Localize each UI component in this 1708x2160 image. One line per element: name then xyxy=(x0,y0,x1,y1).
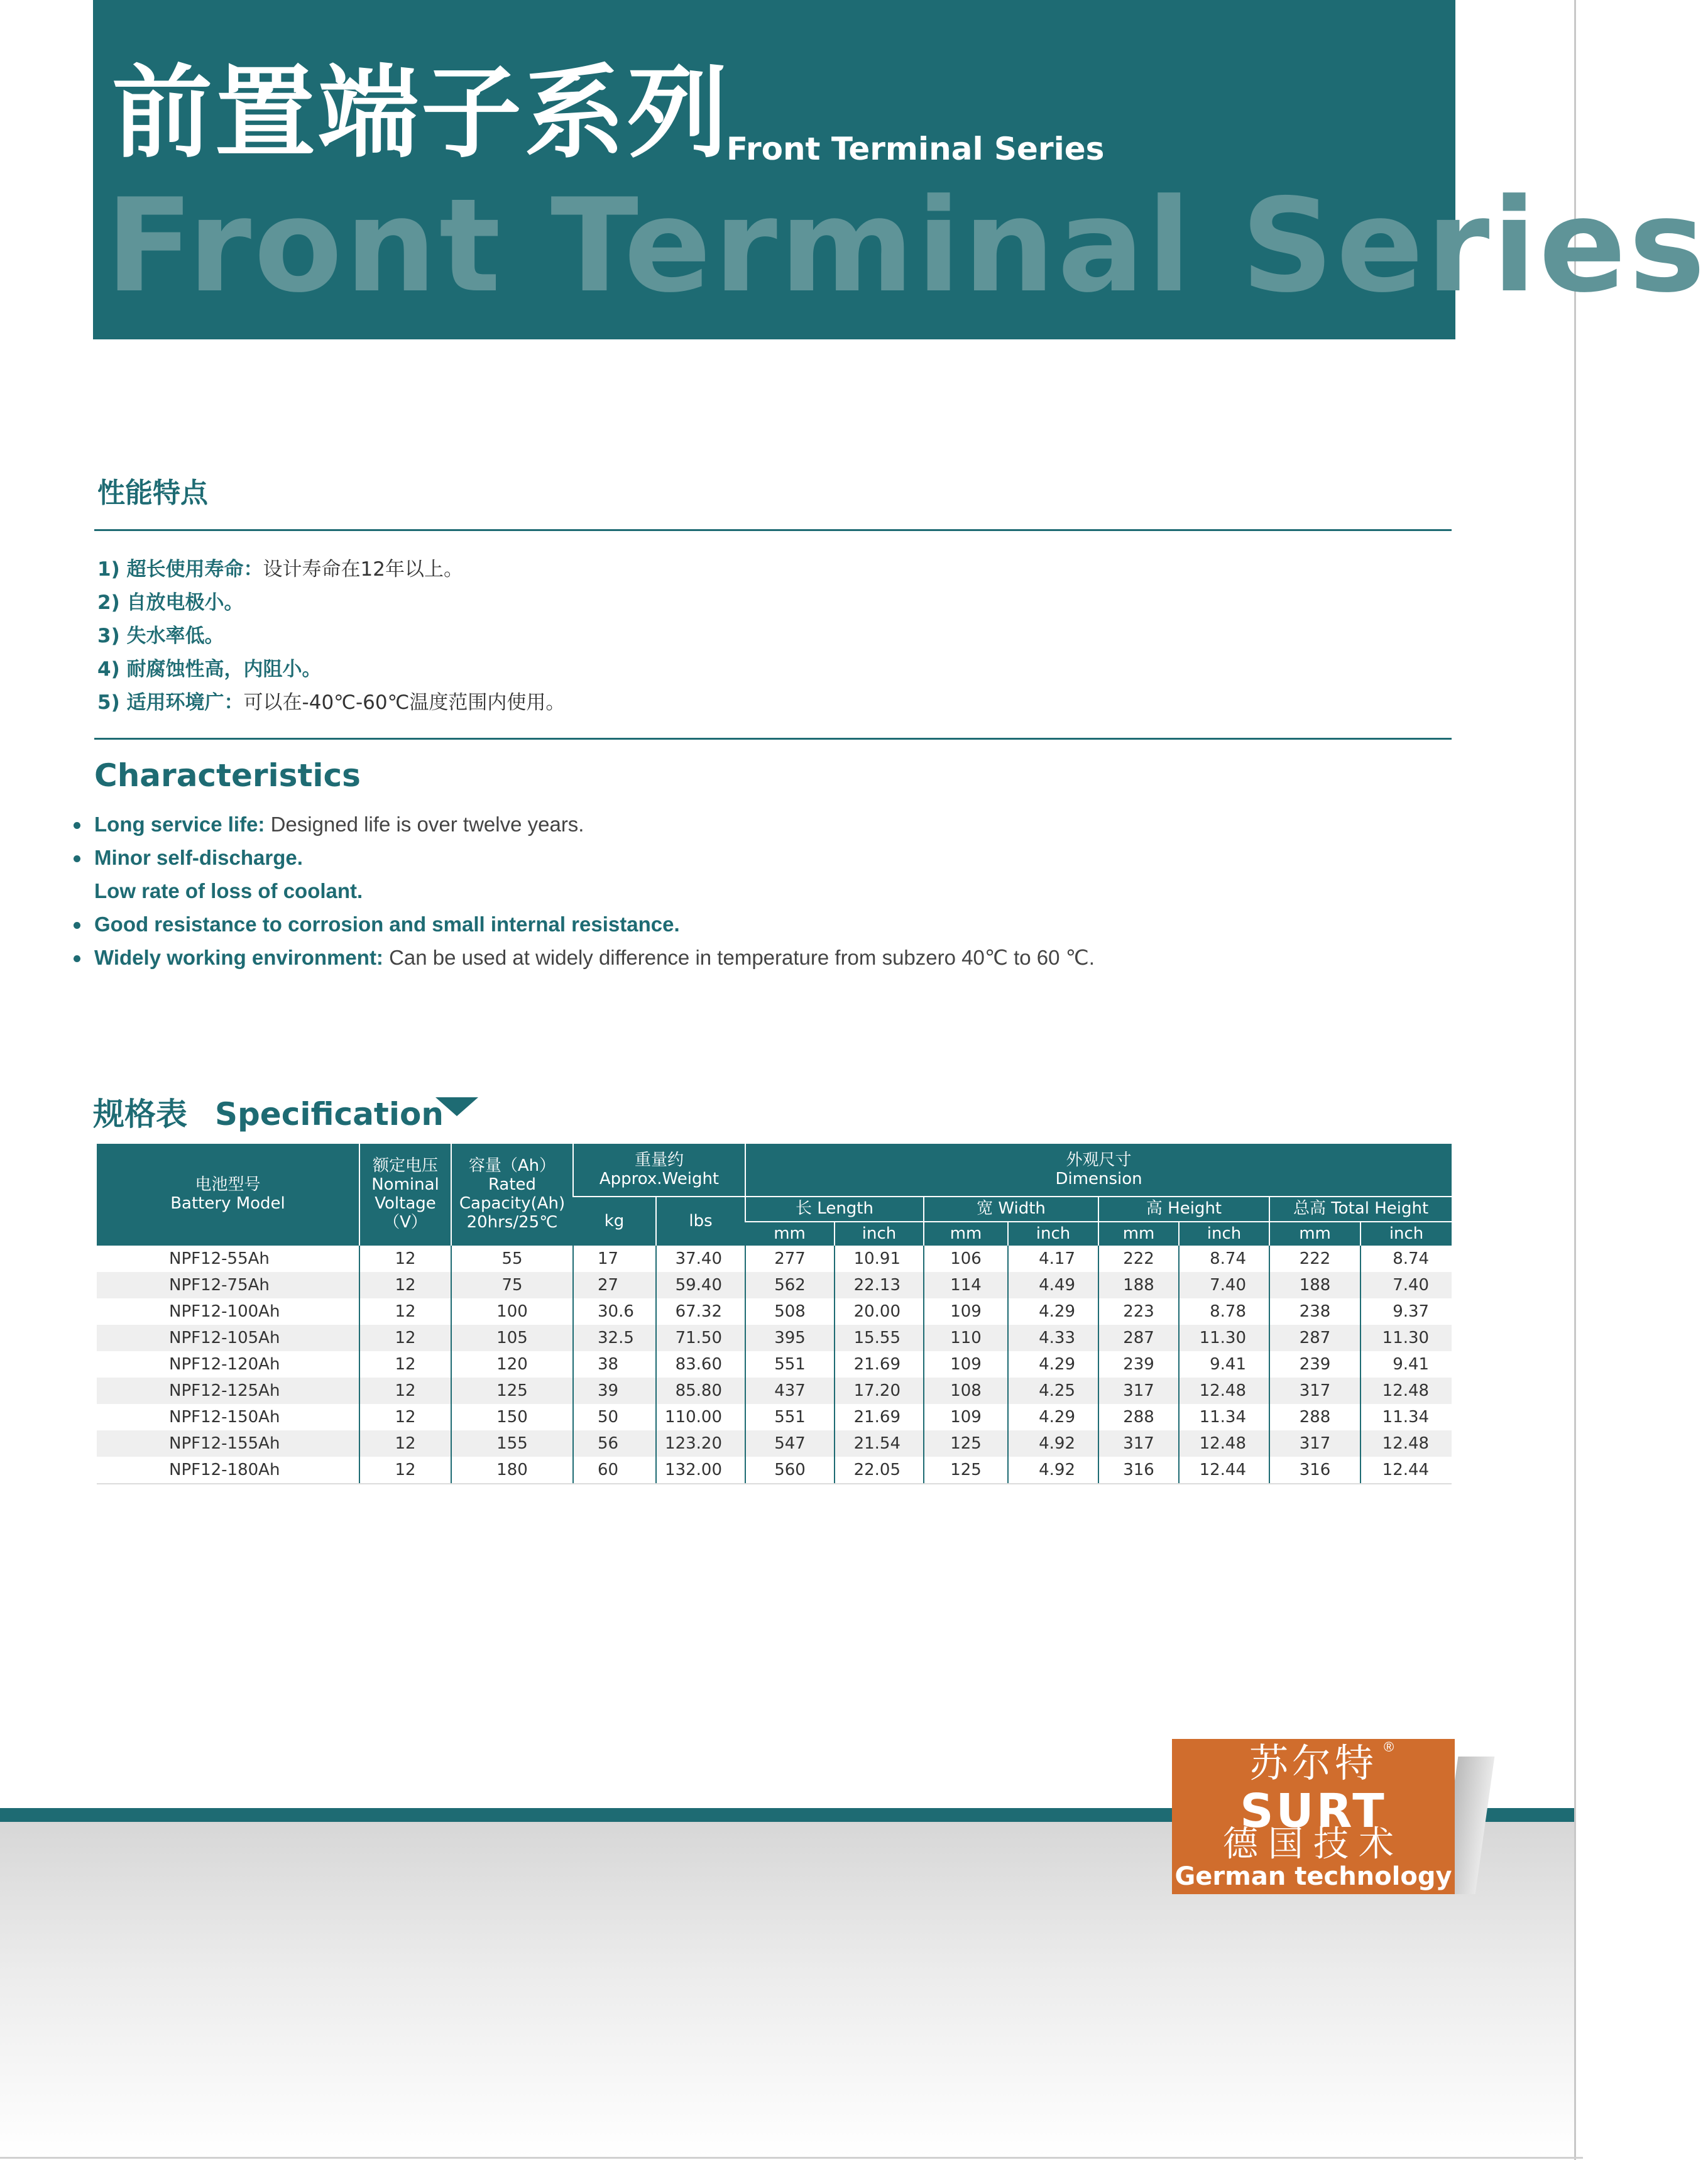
spec-table xyxy=(97,1144,1452,1484)
cell-width-mm: 125 xyxy=(924,1430,1008,1457)
characteristic-label: Low rate of loss of coolant. xyxy=(94,879,363,902)
cell-weight-lbs: 83.60 xyxy=(656,1351,745,1378)
spec-title xyxy=(93,1089,444,1134)
cell-width-mm: 125 xyxy=(924,1457,1008,1484)
header-unit-inch: inch xyxy=(1179,1222,1269,1246)
header-dimension-cn: 外观尺寸 xyxy=(1066,1150,1132,1170)
characteristic-label: Good resistance to corrosion and small internal resistance. xyxy=(94,913,680,936)
cell-weight-kg: 39 xyxy=(573,1378,656,1404)
cell-total-height-mm: 287 xyxy=(1269,1325,1360,1351)
characteristics-title: Characteristics xyxy=(94,757,361,794)
cell-model: NPF12-55Ah xyxy=(169,1249,270,1268)
cell-length-mm: 560 xyxy=(745,1457,835,1484)
cell-model: NPF12-150Ah xyxy=(169,1408,280,1427)
header-unit-mm: mm xyxy=(745,1222,835,1246)
cell-height-mm: 316 xyxy=(1098,1457,1179,1484)
table-row xyxy=(97,1272,1452,1298)
cell-total-height-mm: 316 xyxy=(1269,1457,1360,1484)
header-height: 高 Height xyxy=(1098,1197,1269,1222)
cell-length-inch: 20.00 xyxy=(835,1298,924,1325)
cell-width-inch: 4.17 xyxy=(1008,1246,1098,1272)
characteristic-item xyxy=(72,941,1095,974)
logo-en-name: SURT xyxy=(1240,1784,1387,1838)
cell-height-mm: 288 xyxy=(1098,1404,1179,1430)
cell-length-inch: 17.20 xyxy=(835,1378,924,1404)
feature-cn-key: 3) 失水率低。 xyxy=(97,625,224,647)
cell-total-height-inch: 11.30 xyxy=(1360,1325,1452,1351)
cell-width-inch: 4.29 xyxy=(1008,1351,1098,1378)
cell-width-mm: 106 xyxy=(924,1246,1008,1272)
feature-cn-item xyxy=(97,653,565,686)
cell-height-mm: 317 xyxy=(1098,1430,1179,1457)
cell-weight-kg: 56 xyxy=(573,1430,656,1457)
cell-width-inch: 4.92 xyxy=(1008,1457,1098,1484)
cell-capacity: 125 xyxy=(451,1378,573,1404)
header-capacity-en2: Capacity(Ah) xyxy=(459,1194,566,1213)
feature-cn-key: 5) 适用环境广： xyxy=(97,691,244,714)
cell-length-inch: 10.91 xyxy=(835,1246,924,1272)
features-cn-title: 性能特点 xyxy=(97,477,208,509)
cell-weight-lbs: 67.32 xyxy=(656,1298,745,1325)
header-weight xyxy=(573,1144,745,1197)
cell-weight-kg: 60 xyxy=(573,1457,656,1484)
characteristic-item xyxy=(72,907,1095,941)
header-unit-inch: inch xyxy=(1360,1222,1452,1246)
cell-height-mm: 317 xyxy=(1098,1378,1179,1404)
header-unit-mm: mm xyxy=(924,1222,1008,1246)
header-banner xyxy=(93,0,1708,339)
cell-length-mm: 551 xyxy=(745,1351,835,1378)
cell-weight-lbs: 37.40 xyxy=(656,1246,745,1272)
cell-total-height-inch: 12.48 xyxy=(1360,1430,1452,1457)
cell-total-height-mm: 317 xyxy=(1269,1378,1360,1404)
cell-voltage: 12 xyxy=(359,1351,451,1378)
divider xyxy=(94,738,1452,740)
cell-length-inch: 15.55 xyxy=(835,1325,924,1351)
header-unit-mm: mm xyxy=(1098,1222,1179,1246)
header-unit-mm: mm xyxy=(1269,1222,1360,1246)
cell-height-inch: 8.78 xyxy=(1179,1298,1269,1325)
cell-model: NPF12-75Ah xyxy=(97,1272,359,1298)
cell-weight-lbs: 59.40 xyxy=(656,1272,745,1298)
cell-total-height-mm: 222 xyxy=(1269,1246,1360,1272)
cell-voltage: 12 xyxy=(359,1404,451,1430)
surt-logo xyxy=(1172,1739,1455,1894)
cell-weight-lbs: 132.00 xyxy=(656,1457,745,1484)
characteristics-list xyxy=(72,808,1095,974)
divider xyxy=(94,529,1452,531)
feature-cn-text: 设计寿命在12年以上。 xyxy=(263,558,463,581)
page-bottom-edge xyxy=(0,2157,1583,2159)
cell-model: NPF12-125Ah xyxy=(97,1378,359,1404)
cell-width-mm: 109 xyxy=(924,1351,1008,1378)
characteristic-label: Minor self-discharge. xyxy=(94,846,303,869)
feature-cn-item xyxy=(97,586,565,620)
table-row xyxy=(97,1378,1452,1404)
cell-weight-kg: 30.6 xyxy=(573,1298,656,1325)
cell-height-inch: 11.30 xyxy=(1179,1325,1269,1351)
cell-voltage: 12 xyxy=(359,1325,451,1351)
header-lbs: lbs xyxy=(656,1197,745,1246)
cell-total-height-mm: 238 xyxy=(1269,1298,1360,1325)
header-voltage-en1: Nominal xyxy=(371,1175,439,1195)
cell-height-mm: 287 xyxy=(1098,1325,1179,1351)
characteristic-label: Long service life: xyxy=(94,813,265,836)
cell-length-inch: 21.69 xyxy=(835,1404,924,1430)
cell-model: NPF12-155Ah xyxy=(97,1430,359,1457)
cell-model: NPF12-100Ah xyxy=(169,1302,280,1321)
header-unit-inch: inch xyxy=(835,1222,924,1246)
table-row xyxy=(97,1246,1452,1272)
bullet-icon xyxy=(74,855,80,862)
spec-title-en: Specification xyxy=(215,1096,444,1132)
cell-capacity: 55 xyxy=(451,1246,573,1272)
characteristic-item xyxy=(72,808,1095,841)
cell-capacity: 150 xyxy=(451,1404,573,1430)
header-total-height: 总高 Total Height xyxy=(1269,1197,1452,1222)
cell-total-height-inch: 9.37 xyxy=(1360,1298,1452,1325)
cell-total-height-mm: 317 xyxy=(1269,1430,1360,1457)
cell-length-mm: 277 xyxy=(745,1246,835,1272)
cell-width-mm: 109 xyxy=(924,1298,1008,1325)
cell-length-mm: 437 xyxy=(745,1378,835,1404)
cell-height-mm: 239 xyxy=(1098,1351,1179,1378)
header-unit-inch: inch xyxy=(1008,1222,1098,1246)
cell-length-mm: 508 xyxy=(745,1298,835,1325)
cell-height-mm: 222 xyxy=(1098,1246,1179,1272)
cell-total-height-inch: 9.41 xyxy=(1360,1351,1452,1378)
header-capacity xyxy=(451,1144,573,1246)
cell-total-height-mm: 188 xyxy=(1269,1272,1360,1298)
characteristic-text: Can be used at widely difference in temperature from subzero 40℃ to 60 ℃. xyxy=(383,946,1095,969)
header-length: 长 Length xyxy=(745,1197,924,1222)
characteristic-text: Designed life is over twelve years. xyxy=(265,813,584,836)
header-voltage-en2: Voltage xyxy=(375,1194,436,1213)
cell-capacity: 120 xyxy=(451,1351,573,1378)
cell-length-inch: 22.05 xyxy=(835,1457,924,1484)
feature-cn-key: 2) 自放电极小。 xyxy=(97,591,244,614)
logo-cn-name: 苏尔特 xyxy=(1249,1740,1377,1786)
header-width: 宽 Width xyxy=(924,1197,1098,1222)
characteristic-item xyxy=(72,874,1095,907)
cell-weight-kg: 17 xyxy=(573,1246,656,1272)
cell-height-inch: 9.41 xyxy=(1179,1351,1269,1378)
cell-width-mm: 114 xyxy=(924,1272,1008,1298)
cell-width-inch: 4.33 xyxy=(1008,1325,1098,1351)
cell-model: NPF12-105Ah xyxy=(97,1325,359,1351)
cell-length-mm: 562 xyxy=(745,1272,835,1298)
cell-total-height-inch: 12.48 xyxy=(1360,1378,1452,1404)
header-weight-cn: 重量约 xyxy=(635,1150,684,1170)
header-model xyxy=(97,1144,359,1246)
table-row xyxy=(97,1298,1452,1325)
characteristic-label: Widely working environment: xyxy=(94,946,383,969)
registered-mark-icon: ® xyxy=(1384,1739,1394,1755)
cell-width-mm: 109 xyxy=(924,1404,1008,1430)
cell-length-inch: 22.13 xyxy=(835,1272,924,1298)
cell-height-inch: 12.48 xyxy=(1179,1430,1269,1457)
cell-model: NPF12-180Ah xyxy=(97,1457,359,1484)
cell-total-height-mm: 288 xyxy=(1269,1404,1360,1430)
table-row xyxy=(97,1430,1452,1457)
cell-weight-lbs: 71.50 xyxy=(656,1325,745,1351)
cell-height-inch: 8.74 xyxy=(1179,1246,1269,1272)
cell-model: NPF12-120Ah xyxy=(169,1355,280,1374)
cell-height-inch: 11.34 xyxy=(1179,1404,1269,1430)
cell-height-inch: 12.48 xyxy=(1179,1378,1269,1404)
table-row xyxy=(97,1404,1452,1430)
feature-cn-text: 可以在-40℃-60℃温度范围内使用。 xyxy=(243,691,566,714)
cell-width-inch: 4.29 xyxy=(1008,1404,1098,1430)
header-capacity-cn: 容量（Ah） xyxy=(468,1156,556,1176)
cell-height-mm: 188 xyxy=(1098,1272,1179,1298)
table-row xyxy=(97,1351,1452,1378)
cell-capacity: 155 xyxy=(451,1430,573,1457)
cell-capacity: 180 xyxy=(451,1457,573,1484)
header-title-en: Front Terminal Series xyxy=(726,131,1105,167)
cell-width-inch: 4.49 xyxy=(1008,1272,1098,1298)
cell-voltage: 12 xyxy=(359,1378,451,1404)
table-row xyxy=(97,1325,1452,1351)
cell-voltage: 12 xyxy=(359,1430,451,1457)
cell-height-inch: 7.40 xyxy=(1179,1272,1269,1298)
header-dimension-en: Dimension xyxy=(1055,1169,1142,1188)
feature-cn-key: 4) 耐腐蚀性高，内阻小。 xyxy=(97,658,322,681)
cell-width-inch: 4.25 xyxy=(1008,1378,1098,1404)
cell-length-mm: 551 xyxy=(745,1404,835,1430)
cell-voltage: 12 xyxy=(359,1298,451,1325)
cell-total-height-inch: 8.74 xyxy=(1360,1246,1452,1272)
feature-cn-item xyxy=(97,553,565,586)
cell-total-height-mm: 239 xyxy=(1269,1351,1360,1378)
feature-cn-item xyxy=(97,620,565,653)
cell-total-height-inch: 12.44 xyxy=(1360,1457,1452,1484)
feature-cn-item xyxy=(97,686,565,720)
triangle-down-icon xyxy=(435,1097,478,1116)
cell-capacity: 75 xyxy=(451,1272,573,1298)
bullet-icon xyxy=(74,955,80,962)
cell-total-height-inch: 7.40 xyxy=(1360,1272,1452,1298)
cell-voltage: 12 xyxy=(359,1457,451,1484)
cell-weight-lbs: 85.80 xyxy=(656,1378,745,1404)
logo-en-tagline: German technology xyxy=(1174,1862,1452,1891)
cell-length-mm: 395 xyxy=(745,1325,835,1351)
header-voltage-unit: （V） xyxy=(383,1212,427,1232)
characteristic-item xyxy=(72,841,1095,874)
cell-width-mm: 108 xyxy=(924,1378,1008,1404)
cell-length-inch: 21.69 xyxy=(835,1351,924,1378)
bullet-icon xyxy=(74,822,80,829)
header-watermark-title: Front Terminal Series xyxy=(106,172,1708,321)
cell-voltage: 12 xyxy=(359,1272,451,1298)
features-cn-list xyxy=(97,553,565,720)
feature-cn-key: 1) 超长使用寿命： xyxy=(97,558,263,581)
cell-weight-lbs: 123.20 xyxy=(656,1430,745,1457)
table-row xyxy=(97,1457,1452,1484)
header-kg: kg xyxy=(573,1197,656,1246)
cell-capacity: 100 xyxy=(451,1298,573,1325)
cell-weight-kg: 50 xyxy=(573,1404,656,1430)
header-dimension xyxy=(745,1144,1452,1197)
bullet-icon xyxy=(74,922,80,929)
cell-weight-kg: 27 xyxy=(573,1272,656,1298)
cell-height-mm: 223 xyxy=(1098,1298,1179,1325)
header-model-cn: 电池型号 xyxy=(195,1175,261,1195)
header-capacity-en3: 20hrs/25℃ xyxy=(466,1212,558,1232)
cell-weight-kg: 38 xyxy=(573,1351,656,1378)
header-voltage xyxy=(359,1144,451,1246)
cell-total-height-inch: 11.34 xyxy=(1360,1404,1452,1430)
header-title-cn: 前置端子系列 xyxy=(112,54,731,172)
cell-length-inch: 21.54 xyxy=(835,1430,924,1457)
spec-table-body xyxy=(97,1246,1452,1484)
header-weight-en: Approx.Weight xyxy=(599,1169,720,1188)
cell-length-mm: 547 xyxy=(745,1430,835,1457)
cell-width-inch: 4.92 xyxy=(1008,1430,1098,1457)
header-voltage-cn: 额定电压 xyxy=(372,1156,438,1176)
cell-width-mm: 110 xyxy=(924,1325,1008,1351)
cell-width-inch: 4.29 xyxy=(1008,1298,1098,1325)
cell-weight-kg: 32.5 xyxy=(573,1325,656,1351)
logo-cn-tagline: 德国技术 xyxy=(1223,1824,1404,1865)
spec-title-cn: 规格表 xyxy=(93,1096,187,1132)
header-capacity-en1: Rated xyxy=(488,1175,537,1195)
header-model-en: Battery Model xyxy=(170,1194,285,1213)
cell-voltage: 12 xyxy=(359,1246,451,1272)
cell-capacity: 105 xyxy=(451,1325,573,1351)
cell-weight-lbs: 110.00 xyxy=(656,1404,745,1430)
cell-height-inch: 12.44 xyxy=(1179,1457,1269,1484)
page-edge-line xyxy=(1574,0,1576,2160)
